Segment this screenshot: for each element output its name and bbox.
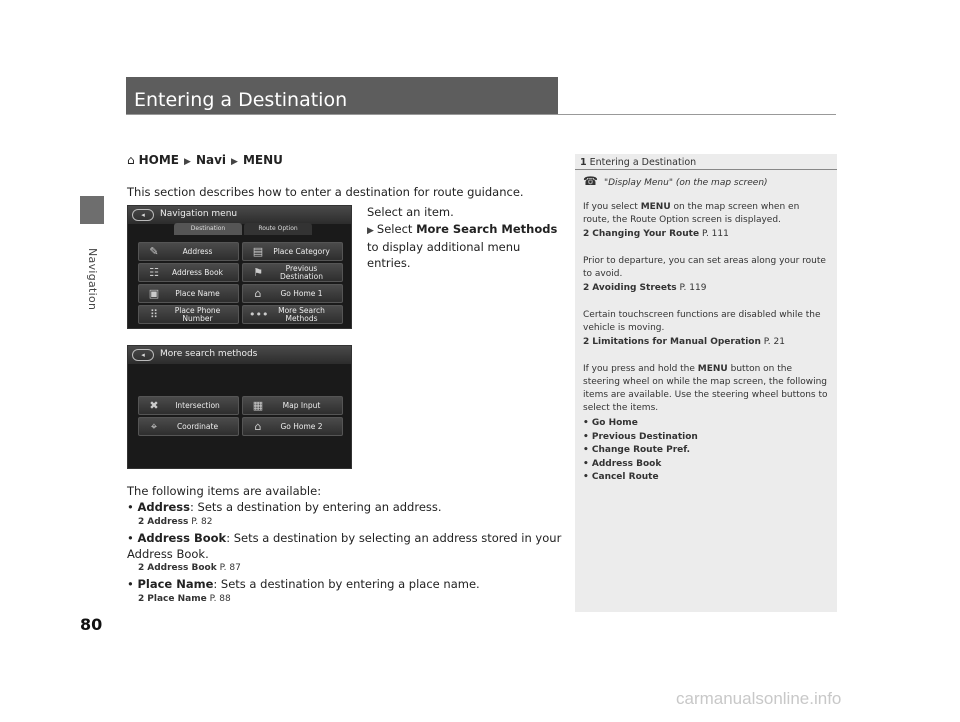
map-icon: ▦: [252, 398, 264, 412]
flag-icon: ⚑: [253, 265, 263, 279]
section-tab: [80, 196, 104, 224]
sidebar-paragraph-3: Certain touchscreen functions are disabled while the vehicle is moving.: [583, 310, 821, 333]
voice-command: ☎ "Display Menu" (on the map screen): [583, 174, 768, 188]
tab-route-option: Route Option: [244, 223, 312, 235]
home-icon: ⌂: [254, 419, 262, 433]
reference-icon: 2: [138, 517, 145, 527]
sidebar-rule: [575, 169, 837, 170]
intro-text: This section describes how to enter a destination for route guidance.: [127, 185, 524, 199]
sidebar-paragraph-2: Prior to departure, you can set areas along your route to avoid.: [583, 256, 826, 279]
more-search-methods-screen: [127, 345, 352, 469]
sidebar-paragraph-1: If you select MENU on the map screen when en route, the Route Option screen is displayed.: [583, 202, 800, 225]
go-home-1-button: ⌂ Go Home 1: [242, 284, 343, 303]
list-item: • Cancel Route: [583, 472, 659, 482]
list-item: • Change Route Pref.: [583, 445, 691, 455]
previous-destination-button: ⚑ Previous Destination: [242, 263, 343, 282]
section-label: Navigation: [86, 248, 99, 311]
back-icon: ◂: [132, 349, 154, 361]
available-intro: The following items are available:: [127, 484, 322, 498]
bullet-address: • Address: Sets a destination by entering an address.: [127, 500, 442, 514]
breadcrumb-home: HOME: [138, 153, 180, 167]
place-category-button: ▤ Place Category: [242, 242, 343, 261]
address-book-icon: ☷: [149, 265, 159, 279]
reference-icon: 2: [138, 594, 145, 604]
reference-icon: 2: [583, 337, 590, 347]
page-number: 80: [80, 615, 103, 634]
voice-icon: ☎: [583, 174, 598, 188]
sidebar-title: 1 Entering a Destination: [580, 157, 697, 168]
breadcrumb-navi: Navi: [195, 153, 227, 167]
list-item: • Address Book: [583, 458, 662, 469]
arrow-icon: ▶: [367, 226, 374, 236]
reference-icon: 2: [138, 563, 145, 573]
intersection-icon: ✖: [149, 398, 159, 412]
address-icon: ✎: [149, 244, 159, 258]
place-name-button: ▣ Place Name: [138, 284, 239, 303]
navigation-menu-screen: [127, 205, 352, 329]
list-item: • Previous Destination: [583, 431, 698, 442]
sidebar-reference-3: 2 Limitations for Manual Operation P. 21: [583, 337, 785, 347]
arrow-icon: ▶: [184, 157, 191, 167]
address-book-button: ☷ Address Book: [138, 263, 239, 282]
address-button: ✎ Address: [138, 242, 239, 261]
coordinate-icon: ⌖: [150, 419, 158, 433]
reference-icon: 2: [583, 229, 590, 239]
place-phone-number-button: ⠿ Place Phone Number: [138, 305, 239, 324]
step-1: Select an item.: [367, 205, 454, 219]
keypad-icon: ⠿: [149, 307, 159, 321]
sidebar-reference-2: 2 Avoiding Streets P. 119: [583, 283, 707, 293]
coordinate-button: ⌖ Coordinate: [138, 417, 239, 436]
map-input-button: ▦ Map Input: [242, 396, 343, 415]
sidebar-reference-1: 2 Changing Your Route P. 111: [583, 229, 729, 239]
go-home-2-button: ⌂ Go Home 2: [242, 417, 343, 436]
watermark: carmanualsonline.info: [676, 689, 842, 708]
bullet-address-book: • Address Book: Sets a destination by selecting an address stored in your Address Book.: [127, 531, 562, 561]
title-rule: [126, 114, 836, 115]
back-icon: ◂: [132, 209, 154, 221]
more-search-methods-button: ••• More Search Methods: [242, 305, 343, 324]
intersection-button: ✖ Intersection: [138, 396, 239, 415]
page-title: Entering a Destination: [134, 89, 348, 111]
home-icon: ⌂: [127, 153, 135, 167]
breadcrumb: [127, 153, 283, 167]
bullet-place-name: • Place Name: Sets a destination by entering a place name.: [127, 577, 480, 591]
breadcrumb-menu: MENU: [242, 153, 283, 167]
reference-address: 2 Address P. 82: [138, 517, 213, 527]
more-icon: •••: [249, 307, 269, 321]
step-2: ▶ Select More Search Methods to display additional menu entries.: [367, 222, 558, 270]
sidebar-list: [583, 417, 698, 485]
reference-address-book: 2 Address Book P. 87: [138, 563, 241, 573]
place-name-icon: ▣: [148, 286, 160, 300]
arrow-icon: ▶: [231, 157, 238, 167]
tab-destination: Destination: [174, 223, 242, 235]
screen-title: Navigation menu: [160, 209, 238, 219]
screen-title: More search methods: [160, 349, 258, 359]
reference-icon: 2: [583, 283, 590, 293]
home-icon: ⌂: [254, 286, 262, 300]
sidebar-paragraph-4: If you press and hold the MENU button on the steering wheel on while the map screen, the following items are available. Use the steering wheel buttons to select the items.: [583, 364, 828, 413]
reference-place-name: 2 Place Name P. 88: [138, 594, 231, 604]
list-item: • Go Home: [583, 418, 638, 428]
category-icon: ▤: [252, 244, 264, 258]
